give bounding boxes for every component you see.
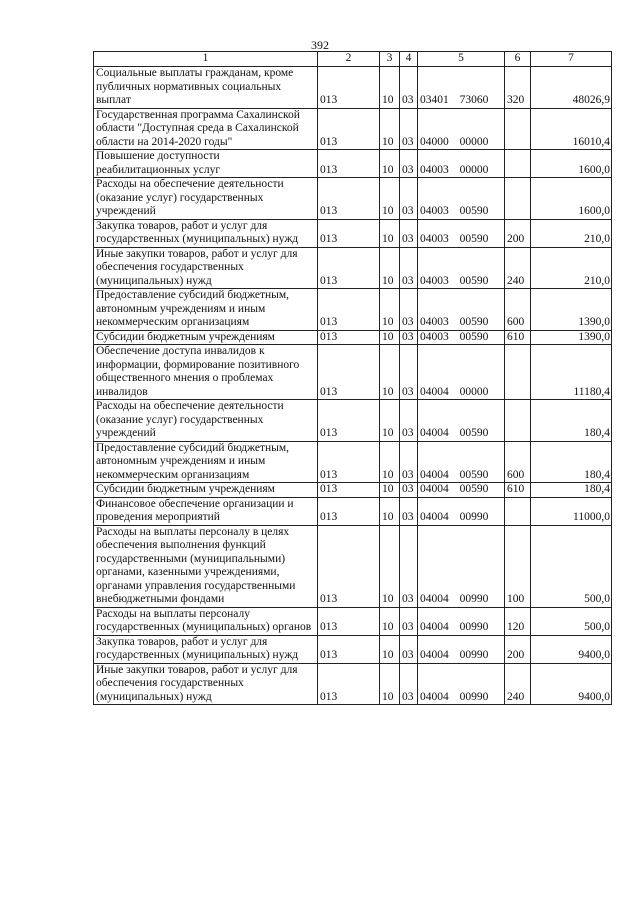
amount-cell: 180,4 [531, 400, 612, 442]
target-article-cell: 04004 00990 [418, 497, 505, 525]
expense-type-cell: 200 [505, 635, 531, 663]
ministry-code-cell: 013 [318, 67, 380, 109]
subsection-cell: 03 [400, 67, 418, 109]
section-cell: 10 [380, 441, 400, 483]
expense-type-cell [505, 178, 531, 220]
expense-type-cell: 120 [505, 607, 531, 635]
target-article-cell: 04003 00590 [418, 178, 505, 220]
column-header: 7 [531, 52, 612, 67]
amount-cell: 1390,0 [531, 289, 612, 331]
section-cell: 10 [380, 67, 400, 109]
subsection-cell: 03 [400, 400, 418, 442]
section-cell: 10 [380, 150, 400, 178]
section-cell: 10 [380, 635, 400, 663]
expense-type-cell [505, 345, 531, 400]
row-name-cell: Закупка товаров, работ и услуг для государственных (муниципальных) нужд [94, 635, 318, 663]
section-cell: 10 [380, 607, 400, 635]
target-article-cell: 04004 00590 [418, 441, 505, 483]
table-row [94, 289, 612, 331]
section-cell: 10 [380, 178, 400, 220]
subsection-cell: 03 [400, 289, 418, 331]
row-name-cell: Расходы на обеспечение деятельности (оказание услуг) государственных учреждений [94, 178, 318, 220]
expense-type-cell: 600 [505, 441, 531, 483]
expense-type-cell: 240 [505, 663, 531, 705]
column-header: 5 [418, 52, 505, 67]
ministry-code-cell: 013 [318, 635, 380, 663]
amount-cell: 500,0 [531, 607, 612, 635]
table-row [94, 483, 612, 498]
subsection-cell: 03 [400, 635, 418, 663]
target-article-cell: 04003 00590 [418, 247, 505, 289]
row-name-cell: Субсидии бюджетным учреждениям [94, 483, 318, 498]
amount-cell: 210,0 [531, 219, 612, 247]
section-cell: 10 [380, 483, 400, 498]
row-name-cell: Финансовое обеспечение организации и проведения мероприятий [94, 497, 318, 525]
target-article-cell: 04003 00590 [418, 330, 505, 345]
section-cell: 10 [380, 400, 400, 442]
table-row [94, 108, 612, 150]
target-article-cell: 04004 00990 [418, 525, 505, 607]
target-article-cell: 04004 00990 [418, 635, 505, 663]
ministry-code-cell: 013 [318, 483, 380, 498]
row-name-cell: Предоставление субсидий бюджетным, автономным учреждениям и иным некоммерческим организациям [94, 441, 318, 483]
subsection-cell: 03 [400, 607, 418, 635]
table-row [94, 178, 612, 220]
row-name-cell: Социальные выплаты гражданам, кроме публичных нормативных социальных выплат [94, 67, 318, 109]
expense-type-cell: 200 [505, 219, 531, 247]
target-article-cell: 04003 00590 [418, 219, 505, 247]
column-header: 3 [380, 52, 400, 67]
section-cell: 10 [380, 663, 400, 705]
row-name-cell: Расходы на выплаты персоналу в целях обеспечения выполнения функций государственными (муниципальными) органами, казенными учреждениями, органами управления государственными внебюджетными фондами [94, 525, 318, 607]
amount-cell: 11180,4 [531, 345, 612, 400]
amount-cell: 210,0 [531, 247, 612, 289]
row-name-cell: Обеспечение доступа инвалидов к информации, формирование позитивного общественного мнения о проблемах инвалидов [94, 345, 318, 400]
column-header: 4 [400, 52, 418, 67]
table-row [94, 67, 612, 109]
ministry-code-cell: 013 [318, 247, 380, 289]
subsection-cell: 03 [400, 525, 418, 607]
ministry-code-cell: 013 [318, 108, 380, 150]
subsection-cell: 03 [400, 247, 418, 289]
target-article-cell: 04000 00000 [418, 108, 505, 150]
target-article-cell: 04004 00000 [418, 345, 505, 400]
table-row [94, 441, 612, 483]
section-cell: 10 [380, 289, 400, 331]
ministry-code-cell: 013 [318, 219, 380, 247]
section-cell: 10 [380, 247, 400, 289]
table-row [94, 635, 612, 663]
expense-type-cell: 320 [505, 67, 531, 109]
column-header: 1 [94, 52, 318, 67]
amount-cell: 11000,0 [531, 497, 612, 525]
amount-cell: 9400,0 [531, 663, 612, 705]
column-header: 2 [318, 52, 380, 67]
ministry-code-cell: 013 [318, 497, 380, 525]
section-cell: 10 [380, 525, 400, 607]
ministry-code-cell: 013 [318, 345, 380, 400]
ministry-code-cell: 013 [318, 400, 380, 442]
subsection-cell: 03 [400, 150, 418, 178]
subsection-cell: 03 [400, 483, 418, 498]
subsection-cell: 03 [400, 663, 418, 705]
ministry-code-cell: 013 [318, 525, 380, 607]
table-row [94, 663, 612, 705]
amount-cell: 48026,9 [531, 67, 612, 109]
expense-type-cell [505, 400, 531, 442]
target-article-cell: 04003 00590 [418, 289, 505, 331]
target-article-cell: 03401 73060 [418, 67, 505, 109]
column-header: 6 [505, 52, 531, 67]
ministry-code-cell: 013 [318, 330, 380, 345]
row-name-cell: Иные закупки товаров, работ и услуг для обеспечения государственных (муниципальных) нужд [94, 663, 318, 705]
ministry-code-cell: 013 [318, 441, 380, 483]
amount-cell: 1390,0 [531, 330, 612, 345]
section-cell: 10 [380, 345, 400, 400]
section-cell: 10 [380, 497, 400, 525]
expense-type-cell: 240 [505, 247, 531, 289]
table-row [94, 345, 612, 400]
amount-cell: 180,4 [531, 483, 612, 498]
ministry-code-cell: 013 [318, 178, 380, 220]
subsection-cell: 03 [400, 441, 418, 483]
ministry-code-cell: 013 [318, 150, 380, 178]
table-row [94, 247, 612, 289]
table-row [94, 330, 612, 345]
row-name-cell: Расходы на выплаты персоналу государственных (муниципальных) органов [94, 607, 318, 635]
table-row [94, 525, 612, 607]
subsection-cell: 03 [400, 108, 418, 150]
table-row [94, 497, 612, 525]
expense-type-cell: 610 [505, 483, 531, 498]
amount-cell: 180,4 [531, 441, 612, 483]
section-cell: 10 [380, 330, 400, 345]
table-row [94, 219, 612, 247]
target-article-cell: 04004 00990 [418, 607, 505, 635]
row-name-cell: Расходы на обеспечение деятельности (оказание услуг) государственных учреждений [94, 400, 318, 442]
ministry-code-cell: 013 [318, 289, 380, 331]
expense-type-cell [505, 497, 531, 525]
subsection-cell: 03 [400, 330, 418, 345]
ministry-code-cell: 013 [318, 607, 380, 635]
expense-type-cell: 100 [505, 525, 531, 607]
expense-type-cell: 610 [505, 330, 531, 345]
table-header-row [94, 52, 612, 67]
table-row [94, 150, 612, 178]
budget-table [93, 51, 612, 705]
subsection-cell: 03 [400, 178, 418, 220]
row-name-cell: Повышение доступности реабилитационных услуг [94, 150, 318, 178]
target-article-cell: 04004 00990 [418, 663, 505, 705]
row-name-cell: Иные закупки товаров, работ и услуг для обеспечения государственных (муниципальных) нужд [94, 247, 318, 289]
amount-cell: 500,0 [531, 525, 612, 607]
amount-cell: 9400,0 [531, 635, 612, 663]
amount-cell: 1600,0 [531, 150, 612, 178]
target-article-cell: 04003 00000 [418, 150, 505, 178]
amount-cell: 16010,4 [531, 108, 612, 150]
subsection-cell: 03 [400, 219, 418, 247]
target-article-cell: 04004 00590 [418, 400, 505, 442]
page-number: 392 [311, 38, 329, 52]
table-row [94, 400, 612, 442]
ministry-code-cell: 013 [318, 663, 380, 705]
subsection-cell: 03 [400, 497, 418, 525]
row-name-cell: Субсидии бюджетным учреждениям [94, 330, 318, 345]
expense-type-cell [505, 150, 531, 178]
subsection-cell: 03 [400, 345, 418, 400]
row-name-cell: Государственная программа Сахалинской области "Доступная среда в Сахалинской области на 2014-2020 годы" [94, 108, 318, 150]
section-cell: 10 [380, 219, 400, 247]
expense-type-cell [505, 108, 531, 150]
row-name-cell: Закупка товаров, работ и услуг для государственных (муниципальных) нужд [94, 219, 318, 247]
expense-type-cell: 600 [505, 289, 531, 331]
row-name-cell: Предоставление субсидий бюджетным, автономным учреждениям и иным некоммерческим организациям [94, 289, 318, 331]
table-row [94, 607, 612, 635]
amount-cell: 1600,0 [531, 178, 612, 220]
section-cell: 10 [380, 108, 400, 150]
target-article-cell: 04004 00590 [418, 483, 505, 498]
